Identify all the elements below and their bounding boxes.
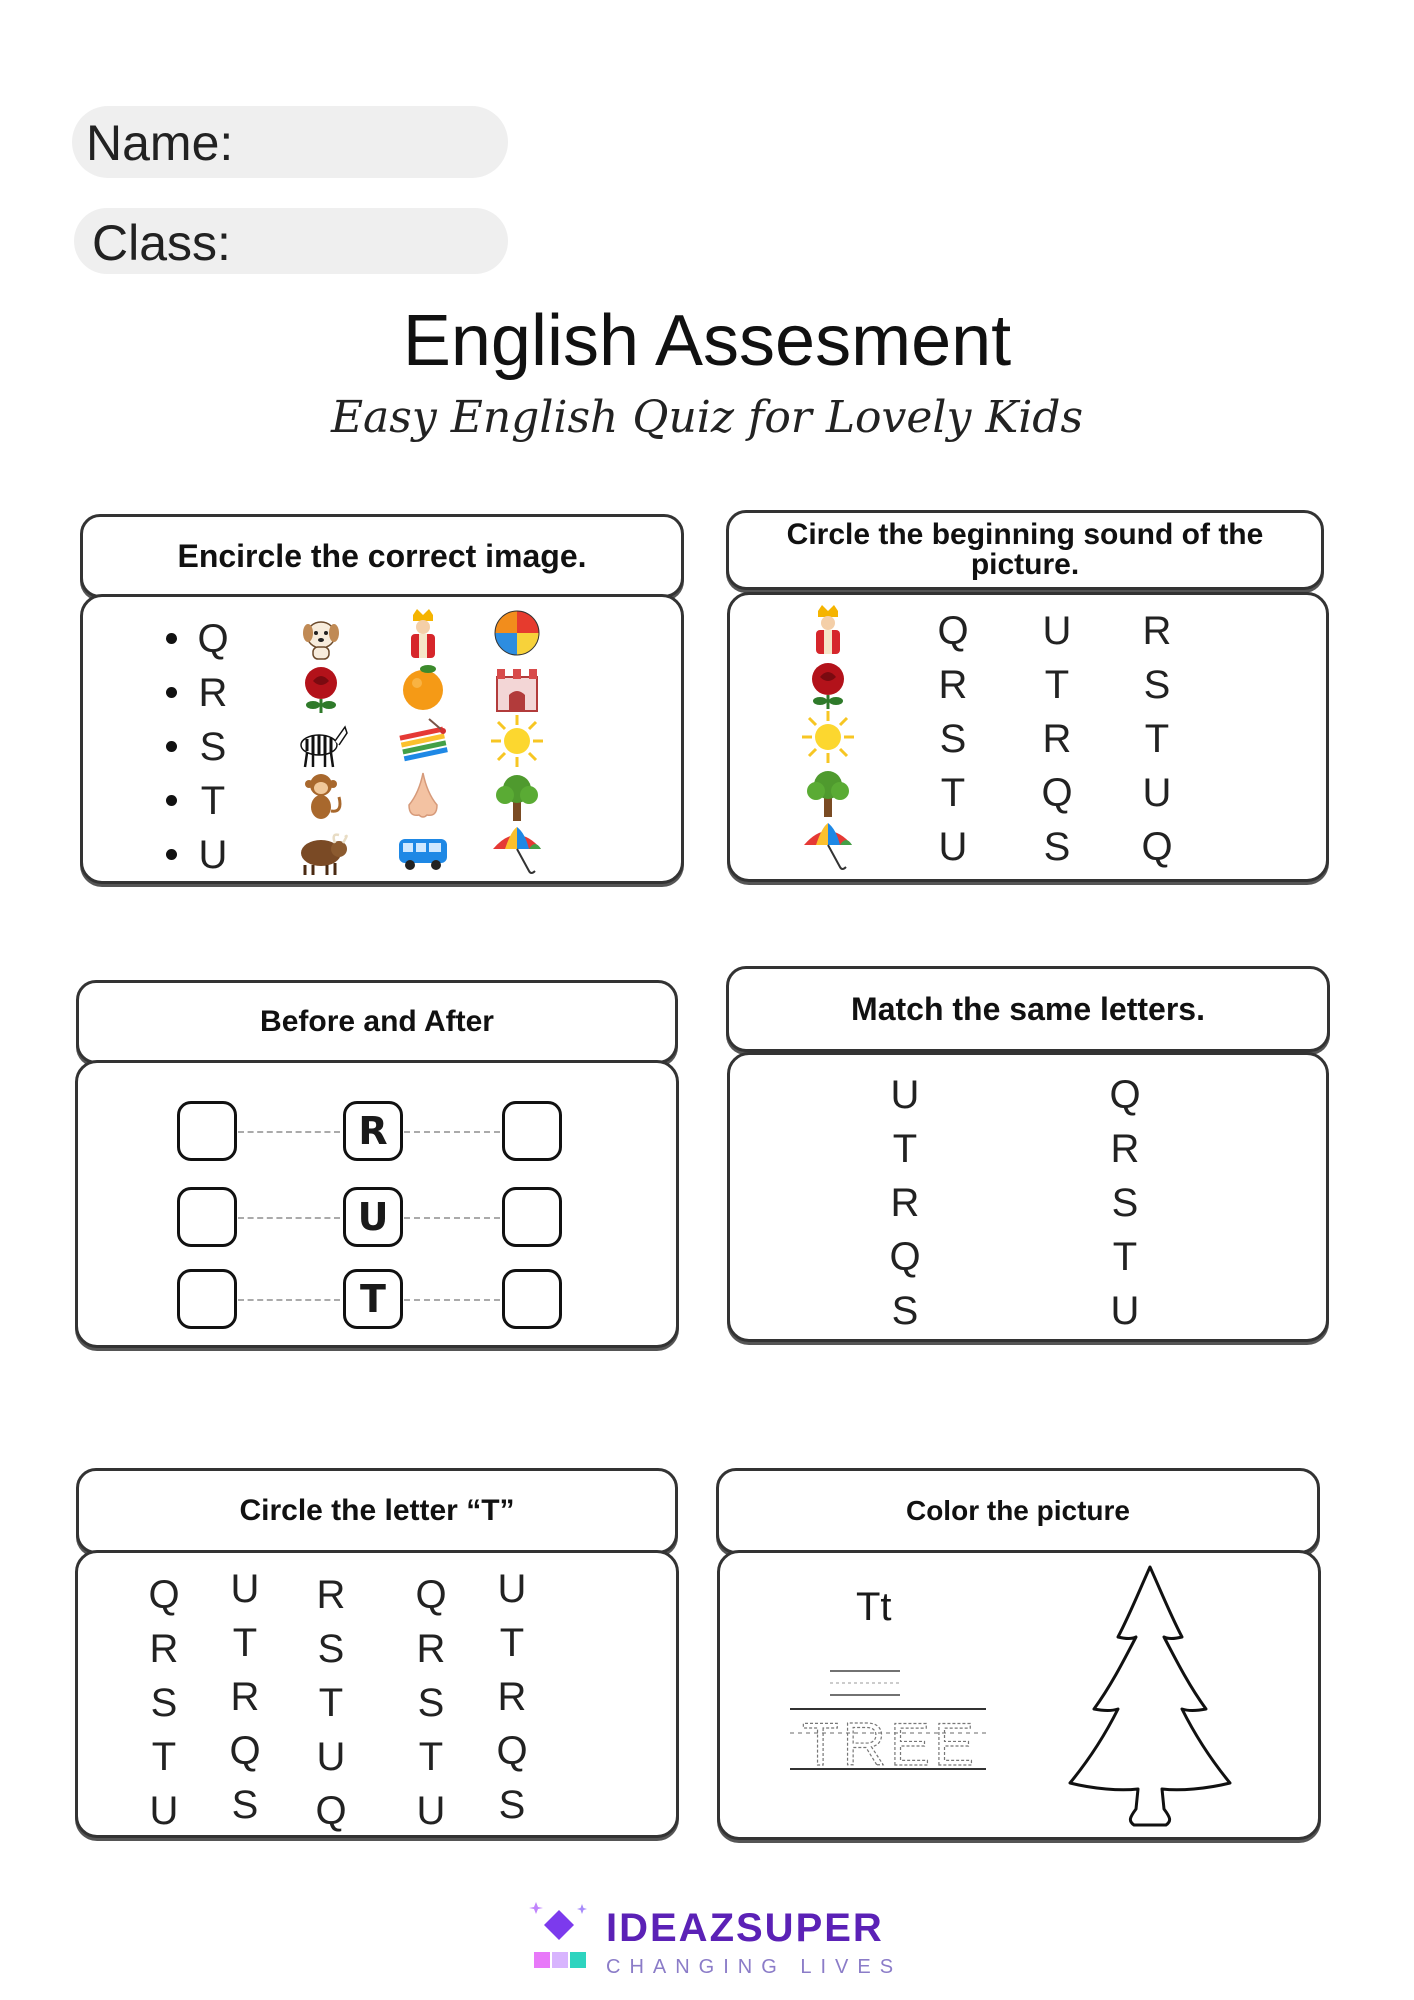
grid-letter[interactable]: T	[499, 1621, 525, 1665]
class-label: Class:	[92, 215, 231, 271]
yak-icon[interactable]	[293, 821, 349, 877]
color-box	[717, 1550, 1321, 1840]
letter-option[interactable]: T	[1044, 663, 1070, 707]
before-box[interactable]	[177, 1187, 237, 1247]
beginning-sound-heading: Circle the beginning sound of the picture.	[726, 510, 1324, 590]
grid-letter[interactable]: R	[497, 1675, 527, 1719]
connector-line	[238, 1217, 340, 1219]
letter-option[interactable]: U	[938, 825, 968, 869]
sun-icon[interactable]	[800, 709, 856, 765]
center-letter: R	[343, 1101, 403, 1161]
connector-line	[404, 1217, 500, 1219]
letter-option[interactable]: S	[939, 717, 967, 761]
after-box[interactable]	[502, 1101, 562, 1161]
zebra-icon[interactable]	[293, 713, 349, 769]
letter-option[interactable]: Q	[1141, 825, 1173, 869]
monkey-icon[interactable]	[293, 767, 349, 823]
grid-letter[interactable]: S	[231, 1783, 259, 1827]
letter-option[interactable]: R	[1142, 609, 1172, 653]
circle-t-box	[75, 1550, 679, 1838]
rose-icon[interactable]	[800, 655, 856, 711]
match-right-letter[interactable]: Q	[1109, 1073, 1141, 1117]
match-right-letter[interactable]: S	[1111, 1181, 1139, 1225]
connector-line	[238, 1299, 340, 1301]
grid-letter[interactable]: R	[416, 1627, 446, 1671]
grid-letter[interactable]: Q	[148, 1573, 180, 1617]
page-subtitle: Easy English Quiz for Lovely Kids	[330, 392, 1084, 443]
center-letter: T	[343, 1269, 403, 1329]
encircle-heading: Encircle the correct image.	[80, 514, 684, 598]
grid-letter[interactable]: R	[149, 1627, 179, 1671]
brand-tagline: CHANGING LIVES	[606, 1956, 903, 1978]
grid-letter[interactable]: U	[497, 1567, 527, 1611]
page-title: English Assesment	[402, 301, 1012, 381]
nose-icon[interactable]	[395, 767, 451, 823]
grid-letter[interactable]: T	[232, 1621, 258, 1665]
trace-lines[interactable]	[790, 1661, 990, 1791]
row-letter: S	[199, 725, 227, 769]
castle-icon[interactable]	[489, 659, 545, 715]
match-right-letter[interactable]: R	[1110, 1127, 1140, 1171]
connector-line	[238, 1131, 340, 1133]
before-after-box	[75, 1060, 679, 1348]
grid-letter[interactable]: R	[316, 1573, 346, 1617]
letter-option[interactable]: U	[1142, 771, 1172, 815]
row-letter: R	[198, 671, 228, 715]
grid-letter[interactable]: Q	[315, 1789, 347, 1833]
letter-option[interactable]: R	[938, 663, 968, 707]
tree-icon[interactable]	[489, 767, 545, 823]
bullet	[166, 741, 177, 752]
letter-option[interactable]: T	[1144, 717, 1170, 761]
van-icon[interactable]	[395, 821, 451, 877]
match-left-letter[interactable]: Q	[889, 1235, 921, 1279]
match-left-letter[interactable]: T	[892, 1127, 918, 1171]
grid-letter[interactable]: U	[316, 1735, 346, 1779]
grid-letter[interactable]: S	[150, 1681, 178, 1725]
grid-letter[interactable]: U	[149, 1789, 179, 1833]
match-right-letter[interactable]: U	[1110, 1289, 1140, 1333]
bullet	[166, 633, 177, 644]
queen-icon[interactable]	[395, 605, 451, 661]
match-left-letter[interactable]: S	[891, 1289, 919, 1333]
circle-t-heading: Circle the letter “T”	[76, 1468, 678, 1554]
letter-option[interactable]: S	[1043, 825, 1071, 869]
brand-name: IDEAZSUPER	[606, 1906, 884, 1950]
match-heading: Match the same letters.	[726, 966, 1330, 1052]
letter-option[interactable]: S	[1143, 663, 1171, 707]
match-right-letter[interactable]: T	[1112, 1235, 1138, 1279]
letter-option[interactable]: Q	[937, 609, 969, 653]
match-left-letter[interactable]: U	[890, 1073, 920, 1117]
after-box[interactable]	[502, 1269, 562, 1329]
beginning-sound-box	[727, 592, 1329, 882]
grid-letter[interactable]: S	[317, 1627, 345, 1671]
xylophone-icon[interactable]	[395, 713, 451, 769]
orange-icon[interactable]	[395, 659, 451, 715]
umbrella-icon[interactable]	[489, 821, 545, 877]
letter-option[interactable]: R	[1042, 717, 1072, 761]
queen-icon[interactable]	[800, 601, 856, 657]
color-heading: Color the picture	[716, 1468, 1320, 1554]
grid-letter[interactable]: T	[151, 1735, 177, 1779]
grid-letter[interactable]: T	[318, 1681, 344, 1725]
center-letter: U	[343, 1187, 403, 1247]
rose-icon[interactable]	[293, 659, 349, 715]
row-letter: T	[200, 779, 226, 823]
umbrella-icon[interactable]	[800, 817, 856, 873]
class-field[interactable]	[74, 208, 508, 274]
sun-icon[interactable]	[489, 713, 545, 769]
before-box[interactable]	[177, 1101, 237, 1161]
before-box[interactable]	[177, 1269, 237, 1329]
grid-letter[interactable]: S	[498, 1783, 526, 1827]
connector-line	[404, 1299, 500, 1301]
bullet	[166, 795, 177, 806]
letter-option[interactable]: T	[940, 771, 966, 815]
row-letter: Q	[197, 617, 229, 661]
row-letter: U	[198, 833, 228, 877]
ball-icon[interactable]	[489, 605, 545, 661]
grid-letter[interactable]: U	[230, 1567, 260, 1611]
grid-letter[interactable]: U	[416, 1789, 446, 1833]
bullet	[166, 687, 177, 698]
letter-pair: Tt	[856, 1585, 892, 1629]
connector-line	[404, 1131, 500, 1133]
letter-option[interactable]: U	[1042, 609, 1072, 653]
before-after-heading: Before and After	[76, 980, 678, 1064]
trace-word: TREE	[801, 1711, 979, 1778]
brand-logo-icon	[524, 1900, 594, 1980]
grid-letter[interactable]: Q	[496, 1729, 528, 1773]
encircle-box	[80, 594, 684, 884]
grid-letter[interactable]: Q	[415, 1573, 447, 1617]
grid-letter[interactable]: Q	[229, 1729, 261, 1773]
grid-letter[interactable]: S	[417, 1681, 445, 1725]
grid-letter[interactable]: T	[418, 1735, 444, 1779]
name-field[interactable]	[72, 106, 508, 178]
after-box[interactable]	[502, 1187, 562, 1247]
tree-icon[interactable]	[800, 763, 856, 819]
match-box	[727, 1052, 1329, 1342]
letter-option[interactable]: Q	[1041, 771, 1073, 815]
bullet	[166, 849, 177, 860]
name-label: Name:	[86, 115, 234, 171]
match-left-letter[interactable]: R	[890, 1181, 920, 1225]
grid-letter[interactable]: R	[230, 1675, 260, 1719]
tree-outline-icon[interactable]	[1060, 1559, 1240, 1829]
puppy-icon[interactable]	[293, 605, 349, 661]
